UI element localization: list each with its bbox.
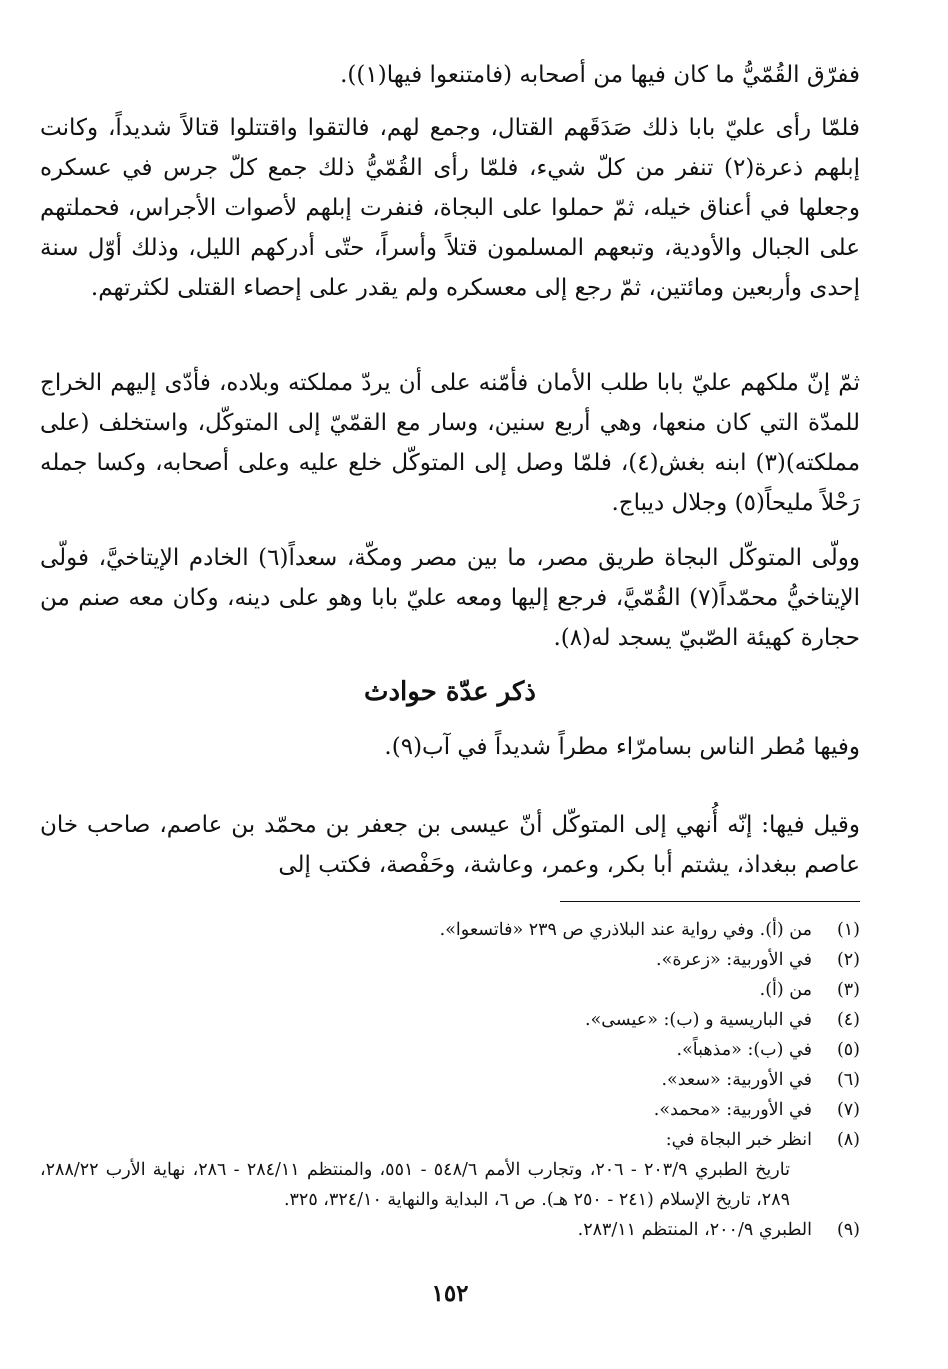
footnote-text: في الأوربية: «زعرة». bbox=[656, 950, 812, 970]
footnote-2 bbox=[40, 945, 860, 975]
footnote-number: (٦) bbox=[836, 1070, 860, 1090]
footnote-separator bbox=[560, 901, 860, 902]
footnote-text: انظر خبر البجاة في: bbox=[665, 1130, 812, 1150]
footnote-text: في الباريسية و (ب): «عيسى». bbox=[585, 1010, 812, 1030]
footnote-number: (٨) bbox=[836, 1130, 860, 1150]
paragraph-3: ثمّ إنّ ملكهم عليّ بابا طلب الأمان فأمّنه على أن يردّ مملكته وبلاده، فأدّى إليهم الخراج للمدّة التي كان منعها، وهي أربع سنين، وسار مع القمّيّ إلى المتوكّل، واستخلف (على مملكته)(٣) ابنه بغش(٤)، فلمّا وصل إلى المتوكّل خلع عليه وعلى أصحابه، وكسا جمله رَحْلاً مليحاً(٥) وجلال ديباج. bbox=[40, 370, 861, 516]
footnote-sub-text: تاريخ الطبري ٢٠٣/٩ - ٢٠٦، وتجارب الأمم ٥٤٨/٦ - ٥٥١، والمنتظم ٢٨٤/١١ - ٢٨٦، نهاية الأرب ٢٨٨/٢٢، ٢٨٩، تاريخ الإسلام (٢٤١ - ٢٥٠ هـ). ص ٦، البداية والنهاية ٣٢٤/١٠، ٣٢٥. bbox=[40, 1160, 790, 1210]
paragraph-4: وولّى المتوكّل البجاة طريق مصر، ما بين مصر ومكّة، سعداً(٦) الخادم الإيتاخيَّ، فولّى الإيتاخيُّ محمّداً(٧) القُمّيَّ، فرجع إليها ومعه عليّ بابا وهو على دينه، وكان معه صنم من حجارة كهيئة الصّبيّ يسجد له(٨). bbox=[40, 545, 860, 651]
footnote-text: في (ب): «مذهباً». bbox=[676, 1040, 812, 1060]
book-page bbox=[40, 55, 860, 1335]
footnote-number: (٣) bbox=[836, 980, 860, 1000]
footnote-text: الطبري ٢٠٠/٩، المنتظم ٢٨٣/١١. bbox=[577, 1220, 812, 1240]
footnote-8-references bbox=[40, 1155, 860, 1215]
paragraph-5: وفيها مُطر الناس بسامرّاء مطراً شديداً في آب(٩). bbox=[384, 734, 860, 760]
footnote-number: (٥) bbox=[836, 1040, 860, 1060]
footnote-number: (٤) bbox=[836, 1010, 860, 1030]
paragraph-6: وقيل فيها: إنّه أُنهي إلى المتوكّل أنّ عيسى بن جعفر بن محمّد بن عاصم، صاحب خان عاصم ببغداذ، يشتم أبا بكر، وعمر، وعاشة، وحَفْصة، فكتب إلى bbox=[40, 812, 860, 878]
footnote-8 bbox=[40, 1125, 860, 1155]
footnote-number: (١) bbox=[836, 920, 860, 940]
footnote-text: من (أ). وفي رواية عند البلاذري ص ٢٣٩ «فاتسعوا». bbox=[439, 920, 812, 940]
footnote-text: في الأوربية: «محمد». bbox=[653, 1100, 812, 1120]
footnote-7 bbox=[40, 1095, 860, 1125]
footnote-4 bbox=[40, 1005, 860, 1035]
paragraph-2: فلمّا رأى عليّ بابا ذلك صَدَقَهم القتال، وجمع لهم، فالتقوا واقتتلوا قتالاً شديداً، وكانت إبلهم ذعرة(٢) تنفر من كلّ شيء، فلمّا رأى القُمّيُّ ذلك جمع كلّ جرس في عسكره وجعلها في أعناق خيله، ثمّ حملوا على البجاة، فنفرت إبلهم لأصوات الأجراس، فحملتهم على الجبال والأودية، وتبعهم المسلمون قتلاً وأسراً، حتّى أدركهم الليل، وذلك أوّل سنة إحدى وأربعين ومائتين، ثمّ رجع إلى معسكره ولم يقدر على إحصاء القتلى لكثرتهم. bbox=[40, 115, 860, 301]
footnote-9 bbox=[40, 1215, 860, 1245]
paragraph-1: ففرّق القُمّيُّ ما كان فيها من أصحابه (فامتنعوا فيها(١)). bbox=[340, 62, 860, 88]
section-heading: ذكر عدّة حوادث bbox=[364, 677, 536, 707]
footnote-5 bbox=[40, 1035, 860, 1065]
footnote-text: في الأوربية: «سعد». bbox=[661, 1070, 812, 1090]
page-number: ١٥٢ bbox=[431, 1280, 469, 1307]
footnote-6 bbox=[40, 1065, 860, 1095]
footnote-3 bbox=[40, 975, 860, 1005]
footnote-text: من (أ). bbox=[759, 980, 812, 1000]
footnote-number: (٩) bbox=[836, 1220, 860, 1240]
footnote-1 bbox=[40, 915, 860, 945]
footnote-number: (٢) bbox=[836, 950, 860, 970]
footnote-number: (٧) bbox=[836, 1100, 860, 1120]
footnotes-list bbox=[40, 915, 860, 1245]
